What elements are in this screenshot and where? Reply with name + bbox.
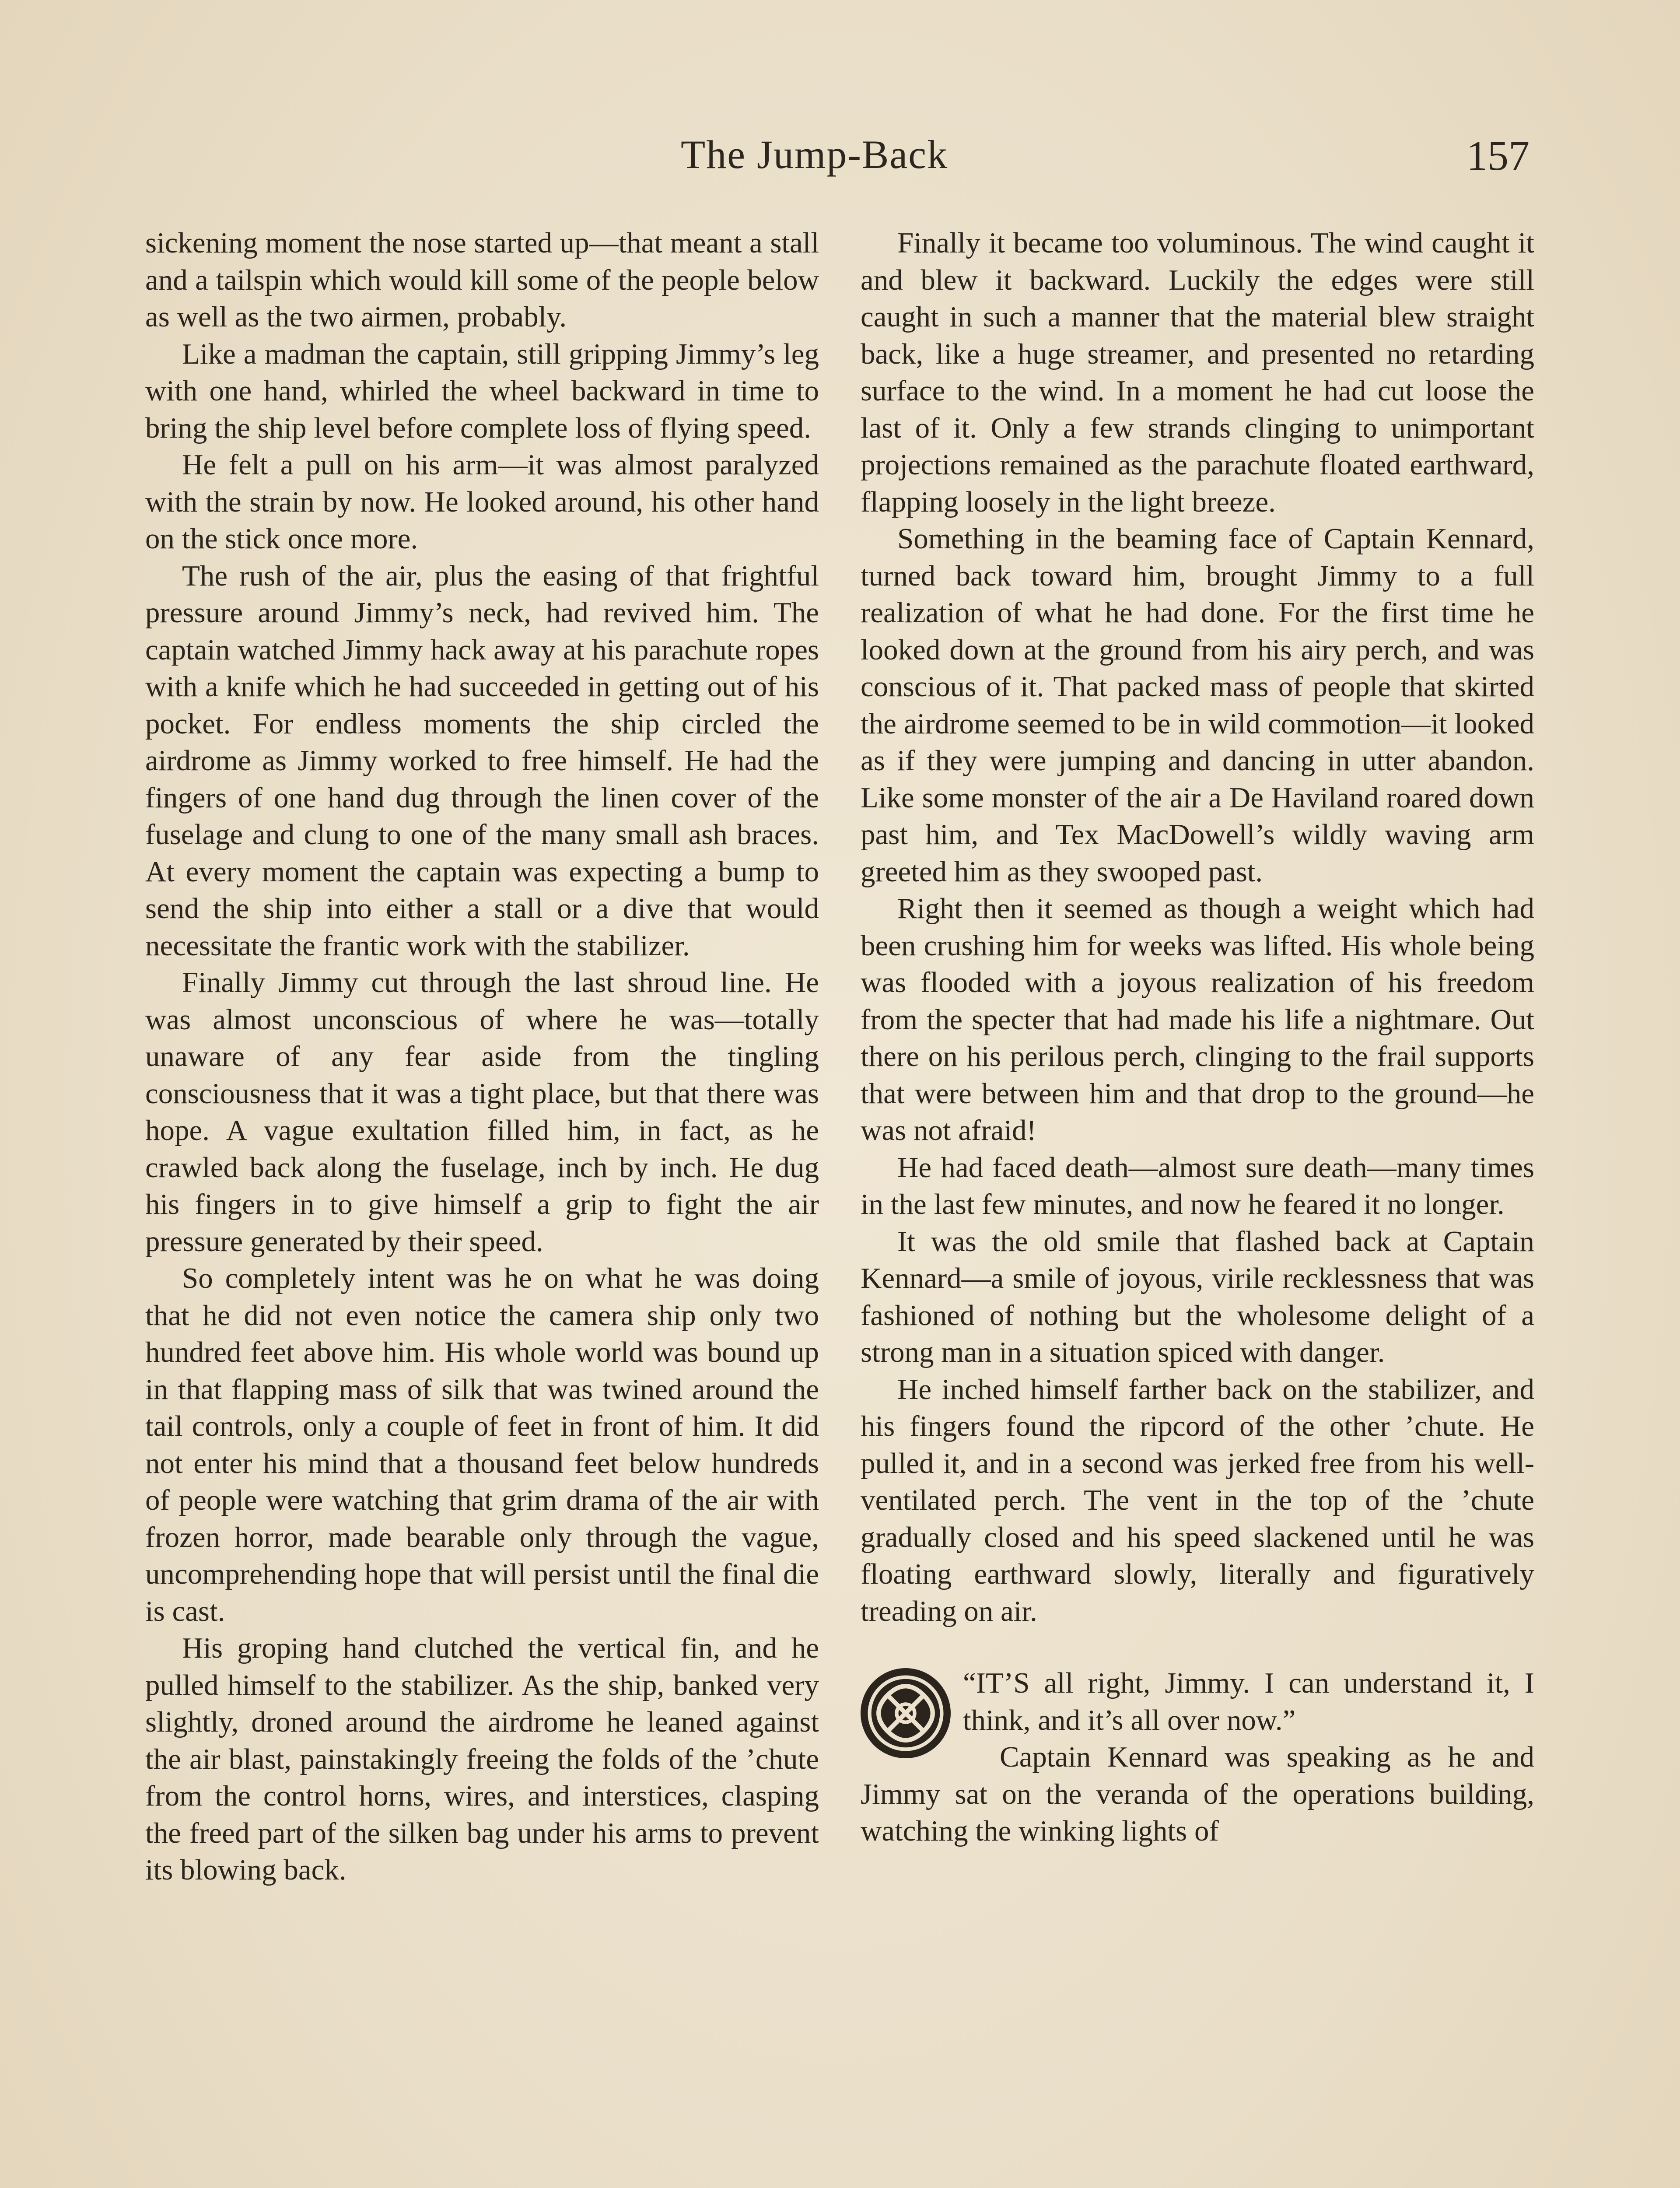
section-break [861,1630,1534,1665]
running-title: The Jump-Back [681,132,948,177]
paragraph: Finally Jimmy cut through the last shroud line. He was almost unconscious of where he was—totally unaware of any fear aside from the tingling consciousness that it was a tight place, but that there was hope. A vague exultation filled him, in fact, as he crawled back along the fuselage, inch by inch. He dug his fingers in to give himself a grip to fight the air pressure generated by their speed. [145,966,819,1258]
celtic-knot-ornament-icon [861,1668,951,1758]
paragraph: He felt a pull on his arm—it was almost paralyzed with the strain by now. He looked around, his other hand on the stick once more. [145,449,819,555]
page-number: 157 [1466,132,1530,179]
paragraph: Something in the beaming face of Captain Kennard, turned back toward him, brought Jimmy to a full realization of what he had done. For the first time he looked down at the ground from his airy perch, and was conscious of it. That packed mass of people that skirted the airdrome seemed to be in wild commotion—it looked as if they were jumping and dancing in utter abandon. Like some monster of the air a De Haviland roared down past him, and Tex MacDowell’s wildly waving arm greeted him as they swooped past. [861,522,1534,888]
paragraph: Right then it seemed as though a weight which had been crushing him for weeks was lifted. His whole being was flooded with a joyous realization of his freedom from the specter that had made his life a nightmare. Out there on his perilous perch, clinging to the frail supports that were between him and that drop to the ground—he was not afraid! [861,892,1534,1147]
paragraph: sickening moment the nose started up—that meant a stall and a tailspin which would kill some of the people below as well as the two airmen, probably. [145,227,819,333]
section-opening [861,1665,1534,1739]
paragraph: He had faced death—almost sure death—many times in the last few minutes, and now he feared it no longer. [861,1151,1534,1220]
paragraph: It was the old smile that flashed back at Captain Kennard—a smile of joyous, virile recklessness that was fashioned of nothing but the wholesome delight of a strong man in a situation spiced with danger. [861,1225,1534,1368]
right-column [861,224,1534,1850]
page-header [0,131,1680,188]
paragraph: “IT’S all right, Jimmy. I can understand it, I think, and it’s all over now.” [963,1667,1534,1736]
paragraph: So completely intent was he on what he was doing that he did not even notice the camera ship only two hundred feet above him. His whole world was bound up in that flapping mass of silk that was twined around the tail controls, only a couple of feet in front of him. It did not enter his mind that a thousand feet below hundreds of people were watching that grim drama of the air with frozen horror, made bearable only through the vague, uncomprehending hope that will persist until the final die is cast. [145,1262,819,1627]
paragraph: His groping hand clutched the vertical fin, and he pulled himself to the stabilizer. As the ship, banked very slightly, droned around the airdrome he leaned against the air blast, painstakingly freeing the folds of the ’chute from the control horns, wires, and interstices, clasping the freed part of the silken bag under his arms to prevent its blowing back. [145,1632,819,1886]
paragraph: Finally it became too voluminous. The wind caught it and blew it backward. Luckily the edges were still caught in such a manner that the material blew straight back, like a huge streamer, and presented no retarding surface to the wind. In a moment he had cut loose the last of it. Only a few strands clinging to unimportant projections remained as the parachute floated earthward, flapping loosely in the light breeze. [861,227,1534,518]
left-column [145,224,819,1889]
paragraph: Like a madman the captain, still gripping Jimmy’s leg with one hand, whirled the wheel backward in time to bring the ship level before complete loss of flying speed. [145,337,819,444]
paragraph: Captain Kennard was speaking as he and Jimmy sat on the veranda of the operations building, watching the winking lights of [861,1741,1534,1847]
paragraph: He inched himself farther back on the stabilizer, and his fingers found the ripcord of the other ’chute. He pulled it, and in a second was jerked free from his well-ventilated perch. The vent in the top of the ’chute gradually closed and his speed slackened until he was floating earthward slowly, literally and figuratively treading on air. [861,1373,1534,1627]
paragraph: The rush of the air, plus the easing of that frightful pressure around Jimmy’s neck, had revived him. The captain watched Jimmy hack away at his parachute ropes with a knife which he had succeeded in getting out of his pocket. For endless moments the ship circled the airdrome as Jimmy worked to free himself. He had the fingers of one hand dug through the linen cover of the fuselage and clung to one of the many small ash braces. At every moment the captain was expecting a bump to send the ship into either a stall or a dive that would necessitate the frantic work with the stabilizer. [145,559,819,962]
